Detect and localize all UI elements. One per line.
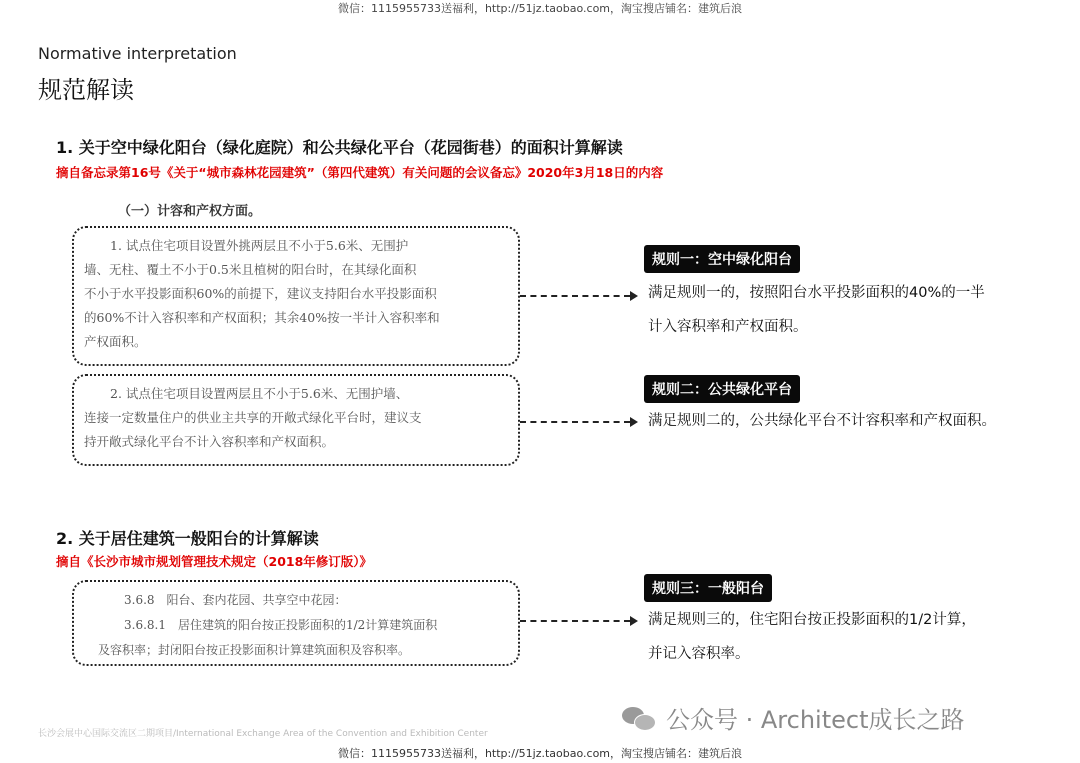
arrow-right-icon xyxy=(630,616,638,626)
watermark-text: 公众号 · Architect成长之路 xyxy=(666,706,965,734)
clause1-line: 的60%不计入容积率和产权面积；其余40%按一半计入容积率和 xyxy=(84,310,440,325)
rule3-description xyxy=(648,603,976,671)
clause3-line: 及容积率；封闭阳台按正投影面积计算建筑面积及容积率。 xyxy=(98,643,411,657)
section2-title: 2. 关于居住建筑一般阳台的计算解读 xyxy=(56,529,319,548)
wechat-icon xyxy=(622,705,656,731)
clause3-line: 3.6.8 阳台、套内花园、共享空中花园： xyxy=(124,593,347,607)
watermark xyxy=(622,700,965,735)
arrow-right-icon xyxy=(630,417,638,427)
clause2-line: 持开敞式绿化平台不计入容积率和产权面积。 xyxy=(84,434,335,449)
rule1-desc-line: 满足规则一的，按照阳台水平投影面积的40%的一半 xyxy=(648,285,985,301)
rule3-tag: 规则三：一般阳台 xyxy=(644,574,772,602)
rule3-desc-line: 满足规则三的，住宅阳台按正投影面积的1/2计算， xyxy=(648,612,976,628)
connector-line-2 xyxy=(520,421,630,423)
bottom-credit-line: 微信：1115955733送福利，http://51jz.taobao.com，淘宝搜店铺名：建筑后浪 xyxy=(337,747,743,760)
clause1-line: 1. 试点住宅项目设置外挑两层且不小于5.6米、无围护 xyxy=(110,238,409,253)
section1-title: 1. 关于空中绿化阳台（绿化庭院）和公共绿化平台（花园街巷）的面积计算解读 xyxy=(56,138,623,157)
clause1-line: 墙、无柱、覆土不小于0.5米且植树的阳台时，在其绿化面积 xyxy=(84,262,417,277)
section1-source: 摘自备忘录第16号《关于“城市森林花园建筑”（第四代建筑）有关问题的会议备忘》2020年3月18日的内容 xyxy=(56,165,664,180)
section1-subheading: （一）计容和产权方面。 xyxy=(118,204,262,219)
page-title-english: Normative interpretation xyxy=(38,44,237,63)
arrow-right-icon xyxy=(630,291,638,301)
top-credit-line: 微信：1115955733送福利，http://51jz.taobao.com，淘宝搜店铺名：建筑后浪 xyxy=(337,2,743,15)
section2-source: 摘自《长沙市城市规划管理技术规定（2018年修订版）》 xyxy=(56,554,373,569)
footer-project-name: 长沙会展中心国际交流区二期项目/International Exchange Area of the Convention and Exhibition Center xyxy=(38,729,488,739)
rule1-desc-line: 计入容积率和产权面积。 xyxy=(648,319,808,335)
clause3-line: 3.6.8.1 居住建筑的阳台按正投影面积的1/2计算建筑面积 xyxy=(124,618,438,632)
page-title-chinese: 规范解读 xyxy=(38,76,134,104)
clause2-box xyxy=(72,374,520,466)
clause1-box xyxy=(72,226,520,366)
connector-line-3 xyxy=(520,620,630,622)
rule1-tag: 规则一：空中绿化阳台 xyxy=(644,245,800,273)
clause1-line: 产权面积。 xyxy=(84,334,147,349)
clause2-line: 2. 试点住宅项目设置两层且不小于5.6米、无围护墙、 xyxy=(110,386,409,401)
rule2-description xyxy=(648,404,996,438)
connector-line-1 xyxy=(520,295,630,297)
rule2-desc-line: 满足规则二的，公共绿化平台不计容积率和产权面积。 xyxy=(648,413,996,429)
clause1-line: 不小于水平投影面积60%的前提下，建议支持阳台水平投影面积 xyxy=(84,286,437,301)
clause2-line: 连接一定数量住户的供业主共享的开敞式绿化平台时，建议支 xyxy=(84,410,422,425)
rule2-tag: 规则二：公共绿化平台 xyxy=(644,375,800,403)
rule1-description xyxy=(648,276,985,344)
rule3-desc-line: 并记入容积率。 xyxy=(648,646,750,662)
clause3-box xyxy=(72,580,520,666)
